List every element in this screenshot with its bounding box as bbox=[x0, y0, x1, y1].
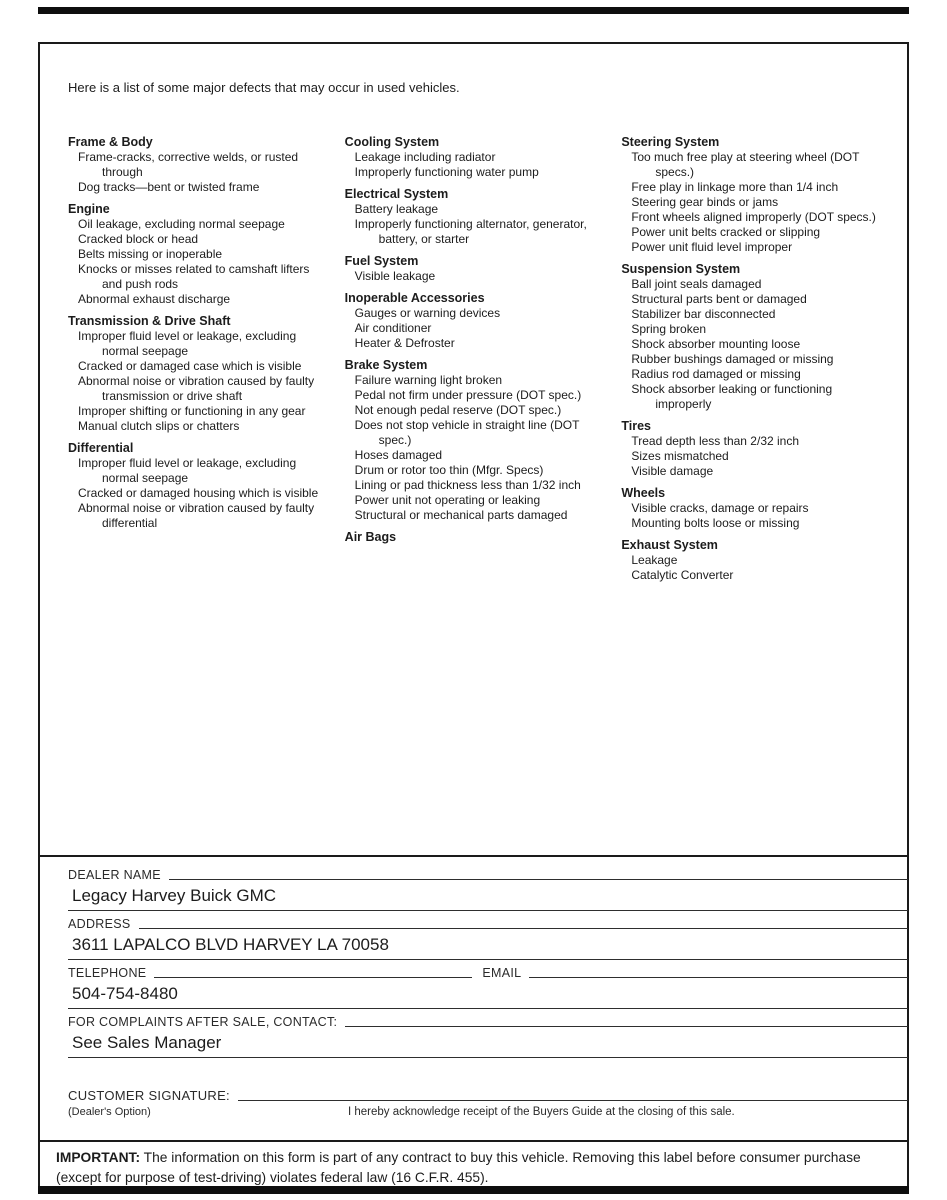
section-title: Fuel System bbox=[344, 254, 419, 268]
defect-list bbox=[621, 553, 884, 583]
telephone-blank-line bbox=[154, 976, 472, 978]
defect-list bbox=[68, 217, 331, 307]
dealer-name-blank-line bbox=[169, 878, 908, 880]
defect-item: Gauges or warning devices bbox=[354, 306, 501, 320]
section-title: Exhaust System bbox=[621, 538, 718, 552]
defect-item: Does not stop vehicle in straight line (DOT spec.) bbox=[354, 418, 580, 447]
defect-item: Radius rod damaged or missing bbox=[631, 367, 801, 381]
defect-item: Rubber bushings damaged or missing bbox=[631, 352, 834, 366]
dealer-option-note: (Dealer's Option) bbox=[68, 1106, 151, 1118]
signature-blank-line bbox=[238, 1099, 908, 1101]
section-title: Brake System bbox=[344, 358, 428, 372]
defect-item: Belts missing or inoperable bbox=[78, 247, 223, 261]
intro-text: Here is a list of some major defects that may occur in used vehicles. bbox=[68, 80, 460, 95]
form-divider-rule bbox=[38, 855, 909, 857]
dealer-name-label: DEALER NAME bbox=[68, 868, 161, 882]
defect-item: Air conditioner bbox=[354, 321, 432, 335]
defect-item: Frame-cracks, corrective welds, or rusted through bbox=[78, 150, 299, 179]
section-title: Steering System bbox=[621, 135, 720, 149]
defect-item: Catalytic Converter bbox=[631, 568, 734, 582]
section-title: Air Bags bbox=[344, 530, 397, 544]
defect-item: Not enough pedal reserve (DOT spec.) bbox=[354, 403, 562, 417]
complaints-contact-value: See Sales Manager bbox=[68, 1030, 908, 1058]
dealer-form bbox=[68, 868, 908, 1118]
defect-column bbox=[345, 128, 608, 583]
dealer-name-row bbox=[68, 868, 908, 883]
address-value: 3611 LAPALCO BLVD HARVEY LA 70058 bbox=[68, 932, 908, 960]
defect-item: Steering gear binds or jams bbox=[631, 195, 779, 209]
section-title: Transmission & Drive Shaft bbox=[68, 314, 231, 328]
section-title: Electrical System bbox=[344, 187, 449, 201]
defect-column bbox=[68, 128, 331, 583]
defect-list bbox=[621, 277, 884, 412]
defect-item: Manual clutch slips or chatters bbox=[78, 419, 240, 433]
section-title: Wheels bbox=[621, 486, 666, 500]
important-notice bbox=[56, 1148, 892, 1188]
left-rule bbox=[38, 42, 40, 1194]
defect-item: Pedal not firm under pressure (DOT spec.) bbox=[354, 388, 582, 402]
important-text: The information on this form is part of any contract to buy this vehicle. Removing this label before consumer purchase (except for purpose of test-driving) violates federal law (16 C.F.R. 455). bbox=[56, 1150, 861, 1185]
defect-item: Visible cracks, damage or repairs bbox=[631, 501, 809, 515]
defect-item: Leakage bbox=[631, 553, 678, 567]
defect-item: Stabilizer bar disconnected bbox=[631, 307, 776, 321]
defect-item: Improperly functioning alternator, generator, battery, or starter bbox=[354, 217, 587, 246]
signature-row bbox=[68, 1088, 908, 1104]
defect-list bbox=[345, 269, 608, 284]
important-label: IMPORTANT: bbox=[56, 1150, 141, 1165]
section-title: Engine bbox=[68, 202, 110, 216]
complaints-row bbox=[68, 1015, 908, 1030]
defect-item: Visible damage bbox=[631, 464, 714, 478]
section-title: Frame & Body bbox=[68, 135, 153, 149]
defect-item: Drum or rotor too thin (Mfgr. Specs) bbox=[354, 463, 544, 477]
telephone-email-row bbox=[68, 966, 908, 981]
section-title: Tires bbox=[621, 419, 651, 433]
defect-item: Battery leakage bbox=[354, 202, 439, 216]
defect-item: Improper fluid level or leakage, excluding normal seepage bbox=[78, 456, 297, 485]
defect-list bbox=[621, 434, 884, 479]
defect-item: Free play in linkage more than 1/4 inch bbox=[631, 180, 839, 194]
defect-item: Knocks or misses related to camshaft lifters and push rods bbox=[78, 262, 310, 291]
defect-item: Improper fluid level or leakage, excluding normal seepage bbox=[78, 329, 297, 358]
signature-block bbox=[68, 1088, 908, 1118]
defect-item: Structural parts bent or damaged bbox=[631, 292, 807, 306]
telephone-value: 504-754-8480 bbox=[68, 981, 908, 1009]
defect-item: Shock absorber mounting loose bbox=[631, 337, 801, 351]
defect-item: Abnormal noise or vibration caused by faulty differential bbox=[78, 501, 315, 530]
top-rule bbox=[38, 42, 909, 44]
defect-list bbox=[621, 150, 884, 255]
defect-item: Oil leakage, excluding normal seepage bbox=[78, 217, 285, 231]
page-border-top-bar bbox=[38, 7, 909, 14]
section-title: Suspension System bbox=[621, 262, 741, 276]
defect-item: Mounting bolts loose or missing bbox=[631, 516, 800, 530]
address-label: ADDRESS bbox=[68, 917, 131, 931]
acknowledgement-text: I hereby acknowledge receipt of the Buyers Guide at the closing of this sale. bbox=[348, 1106, 735, 1118]
defects-list-container bbox=[68, 128, 884, 583]
defect-item: Sizes mismatched bbox=[631, 449, 729, 463]
address-blank-line bbox=[139, 927, 908, 929]
defect-item: Tread depth less than 2/32 inch bbox=[631, 434, 800, 448]
defect-item: Cracked block or head bbox=[78, 232, 199, 246]
defect-item: Improper shifting or functioning in any gear bbox=[78, 404, 306, 418]
defect-list bbox=[345, 150, 608, 180]
defect-list bbox=[68, 150, 331, 195]
complaints-blank-line bbox=[345, 1025, 908, 1027]
section-title: Inoperable Accessories bbox=[344, 291, 485, 305]
defect-item: Power unit not operating or leaking bbox=[354, 493, 541, 507]
defect-list bbox=[68, 329, 331, 434]
defect-item: Cracked or damaged case which is visible bbox=[78, 359, 302, 373]
telephone-label: TELEPHONE bbox=[68, 966, 147, 980]
defect-item: Failure warning light broken bbox=[354, 373, 503, 387]
defect-item: Structural or mechanical parts damaged bbox=[354, 508, 568, 522]
defect-item: Hoses damaged bbox=[354, 448, 443, 462]
defect-list bbox=[345, 306, 608, 351]
defect-item: Leakage including radiator bbox=[354, 150, 496, 164]
defect-item: Improperly functioning water pump bbox=[354, 165, 539, 179]
defect-item: Cracked or damaged housing which is visible bbox=[78, 486, 319, 500]
defect-list bbox=[68, 456, 331, 531]
defect-item: Lining or pad thickness less than 1/32 inch bbox=[354, 478, 581, 492]
defect-item: Front wheels aligned improperly (DOT specs.) bbox=[631, 210, 876, 224]
defect-item: Abnormal noise or vibration caused by faulty transmission or drive shaft bbox=[78, 374, 315, 403]
defect-list bbox=[345, 373, 608, 523]
defect-item: Ball joint seals damaged bbox=[631, 277, 762, 291]
defect-column bbox=[621, 128, 884, 583]
defect-list bbox=[621, 501, 884, 531]
dealer-name-value: Legacy Harvey Buick GMC bbox=[68, 883, 908, 911]
defect-item: Visible leakage bbox=[354, 269, 436, 283]
defect-item: Too much free play at steering wheel (DOT specs.) bbox=[631, 150, 860, 179]
section-title: Cooling System bbox=[344, 135, 440, 149]
footer-divider-rule bbox=[38, 1140, 909, 1142]
email-label: EMAIL bbox=[482, 966, 522, 980]
section-title: Differential bbox=[68, 441, 134, 455]
complaints-label: FOR COMPLAINTS AFTER SALE, CONTACT: bbox=[68, 1015, 338, 1029]
defect-item: Heater & Defroster bbox=[354, 336, 455, 350]
defect-item: Power unit fluid level improper bbox=[631, 240, 793, 254]
defect-item: Shock absorber leaking or functioning improperly bbox=[631, 382, 833, 411]
email-blank-line bbox=[529, 976, 908, 978]
defect-item: Power unit belts cracked or slipping bbox=[631, 225, 821, 239]
defect-list bbox=[345, 202, 608, 247]
address-row bbox=[68, 917, 908, 932]
defect-item: Spring broken bbox=[631, 322, 707, 336]
customer-signature-label: CUSTOMER SIGNATURE: bbox=[68, 1088, 230, 1103]
defect-item: Dog tracks—bent or twisted frame bbox=[78, 180, 260, 194]
acknowledgement-row bbox=[68, 1106, 908, 1118]
defect-item: Abnormal exhaust discharge bbox=[78, 292, 231, 306]
